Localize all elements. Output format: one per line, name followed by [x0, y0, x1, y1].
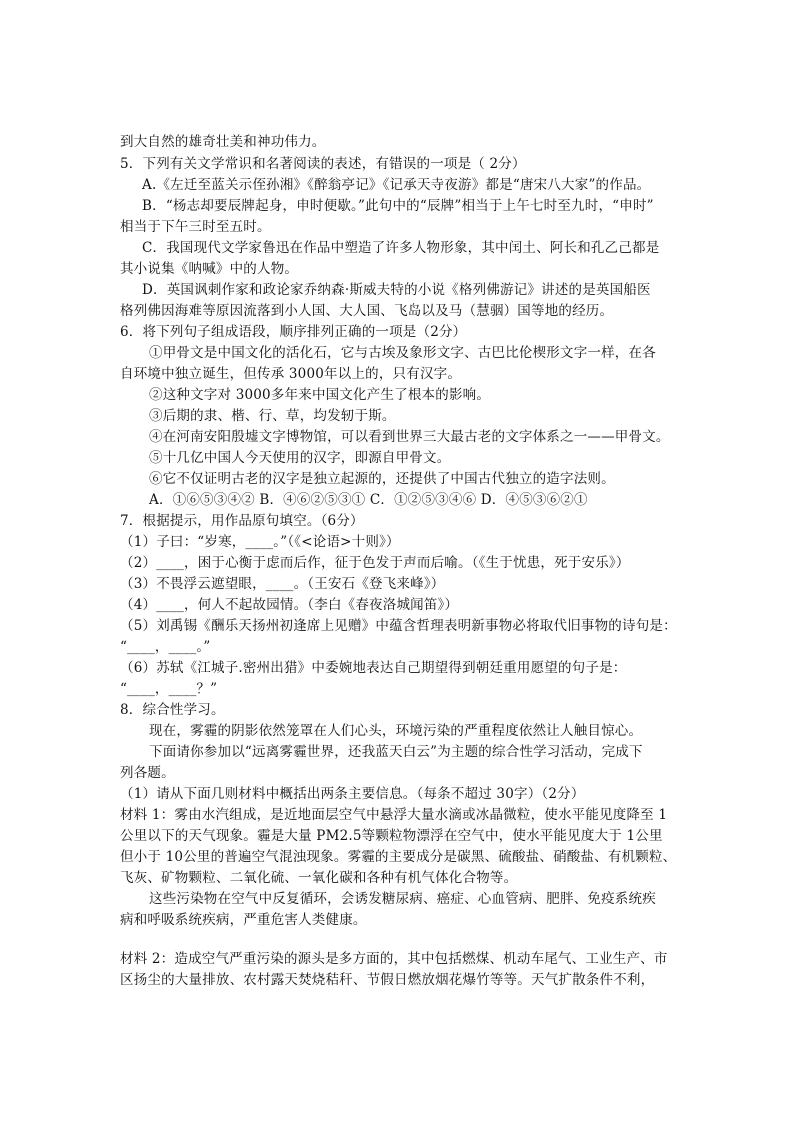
fill-blank-1: （1）子曰：“岁寒，____。”（《<论语>十则》）: [120, 534, 400, 550]
text-line: 公里以下的天气现象。霾是大量 PM2.5等颗粒物漂浮在空气中，使水平能见度大于 1公里: [120, 828, 663, 844]
text-line: 列各题。: [120, 765, 175, 781]
option-c: C．我国现代文学家鲁迅在作品中塑造了许多人物形象，其中闰土、阿长和孔乙己都是: [142, 240, 660, 256]
option-a: A.《左迁至蓝关示侄孙湘》《醉翁亭记》《记承天寺夜游》都是“唐宋八大家”的作品。: [142, 177, 651, 193]
question-5: 5．下列有关文学常识和名著阅读的表述，有错误的一项是（ 2分）: [120, 156, 526, 172]
paragraph-line: 现在，雾霾的阴影依然笼罩在人们心头，环境污染的严重程度依然让人触目惊心。: [149, 723, 643, 739]
sentence-5: ⑤十几亿中国人今天使用的汉字，即源自甲骨文。: [149, 450, 451, 466]
sub-question-1: （1）请从下面几则材料中概括出两条主要信息。（每条不超过 30字）（2分）: [120, 786, 585, 802]
text-line: 病和呼吸系统疾病，严重危害人类健康。: [120, 912, 367, 928]
text-line: 格列佛因海难等原因流落到小人国、大人国、飞岛以及马（慧骃）国等地的经历。: [120, 303, 614, 319]
fill-blank-2: （2）____，困于心衡于虑而后作，征于色发于声而后喻。（《生于忧患，死于安乐》）: [120, 555, 630, 571]
text-line: 区扬尘的大量排放、农村露天焚烧秸秆、节假日燃放烟花爆竹等等。天气扩散条件不利，: [120, 972, 655, 988]
sentence-1: ①甲骨文是中国文化的活化石，它与古埃及象形文字、古巴比伦楔形文字一样，在各: [149, 345, 656, 361]
text-line: 相当于下午三时至五时。: [120, 219, 271, 235]
text-line: 自环境中独立诞生，但传承 3000年以上的，只有汉字。: [120, 366, 462, 382]
text-line: 飞灰、矿物颗粒、二氧化硫、一氧化碳和各种有机气体化合物等。: [120, 870, 518, 886]
material-1: 材料 1：雾由水汽组成，是近地面层空气中悬浮大量水滴或冰晶微粒，使水平能见度降至 1: [120, 807, 668, 823]
question-6: 6．将下列句子组成语段，顺序排列正确的一项是（2分）: [120, 324, 467, 340]
fill-blank-6: （6）苏轼《江城子.密州出猎》中委婉地表达自己期望得到朝廷重用愿望的句子是：: [120, 660, 627, 676]
fill-blank-3: （3）不畏浮云遮望眼，____。（王安石《登飞来峰》）: [120, 576, 445, 592]
sentence-6: ⑥它不仅证明古老的汉字是独立起源的，还提供了中国古代独立的造字法则。: [149, 471, 615, 487]
text-line: 到大自然的雄奇壮美和神功伟力。: [120, 134, 326, 150]
text-line: 其小说集《呐喊》中的人物。: [120, 261, 299, 277]
fill-blank-4: （4）____，何人不起故园情。（李白《春夜洛城闻笛》）: [120, 597, 459, 613]
sentence-4: ④在河南安阳殷墟文字博物馆，可以看到世界三大最古老的文字体系之一——甲骨文。: [149, 429, 670, 445]
text-line: “____，____。”: [120, 639, 211, 655]
text-line: “____，____？”: [120, 681, 218, 697]
question-7: 7．根据提示，用作品原句填空。（6分）: [120, 513, 364, 529]
option-b: B．“杨志却要辰牌起身，申时便歇。”此句中的“辰牌”相当于上午七时至九时，“申时”: [142, 198, 654, 214]
paragraph-line: 下面请你参加以“远离雾霾世界，还我蓝天白云”为主题的综合性学习活动，完成下: [149, 744, 643, 760]
option-d: D．英国讽刺作家和政论家乔纳森·斯威夫特的小说《格列佛游记》讲述的是英国船医: [142, 282, 651, 298]
paragraph-line: 这些污染物在空气中反复循环，会诱发糖尿病、癌症、心血管病、肥胖、免疫系统疾: [149, 891, 656, 907]
sentence-2: ②这种文字对 3000多年来中国文化产生了根本的影响。: [149, 387, 491, 403]
answer-options: A．①⑥⑤③④② B．④⑥②⑤③① C．①②⑤③④⑥ D．④⑤③⑥②①: [149, 492, 588, 508]
question-8: 8．综合性学习。: [120, 702, 225, 718]
text-line: 但小于 10公里的普遍空气混浊现象。雾霾的主要成分是碳黑、硫酸盐、硝酸盐、有机颗粒、: [120, 849, 677, 865]
material-2: 材料 2：造成空气严重污染的源头是多方面的，其中包括燃煤、机动车尾气、工业生产、市: [120, 951, 668, 967]
fill-blank-5: （5）刘禹锡《酬乐天扬州初逢席上见赠》中蕴含哲理表明新事物必将取代旧事物的诗句是：: [120, 618, 677, 634]
sentence-3: ③后期的隶、楷、行、草，均发轫于斯。: [149, 408, 396, 424]
